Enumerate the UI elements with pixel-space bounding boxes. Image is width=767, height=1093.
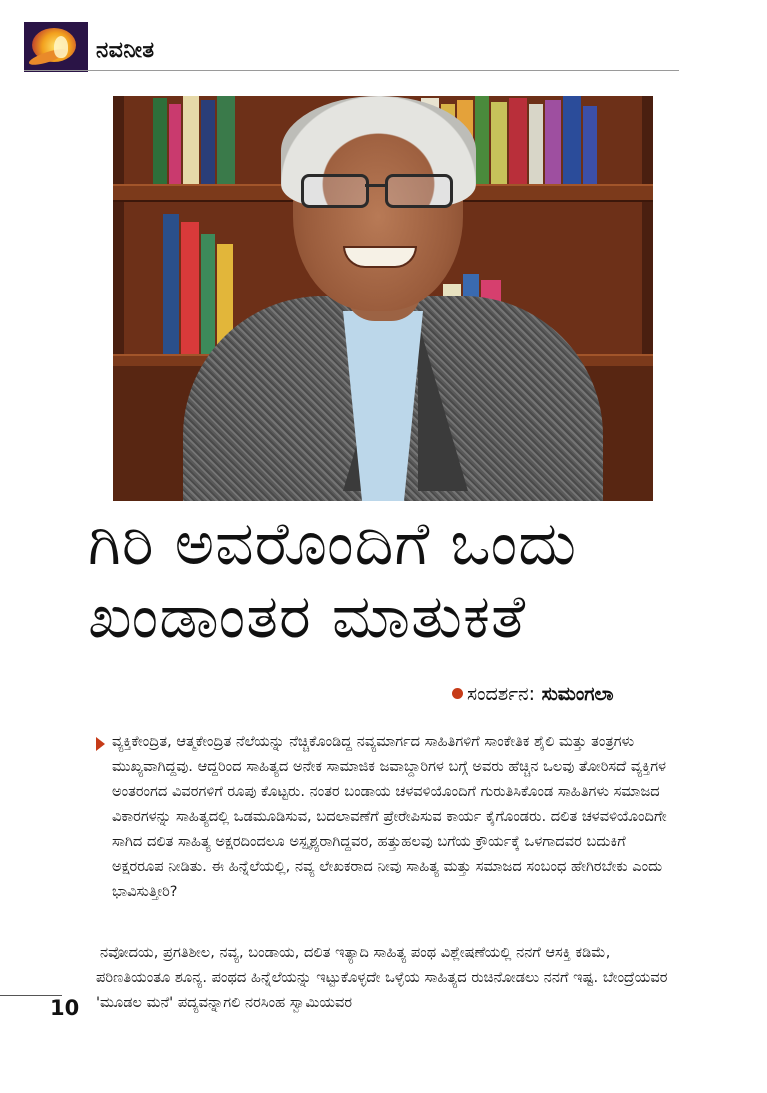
page-number: 10 [50,996,80,1020]
interview-answer: ನವೋದಯ, ಪ್ರಗತಿಶೀಲ, ನವ್ಯ, ಬಂಡಾಯ, ದಲಿತ ಇತ್ಯಾದಿ ಸಾಹಿತ್ಯ ಪಂಥ ವಿಶ್ಲೇಷಣೆಯಲ್ಲಿ ನನಗೆ ಆಸಕ್ತಿ ಕಡಿಮೆ, ಪರಿಣತಿಯಂತೂ ಶೂನ್ಯ. ಪಂಥದ ಹಿನ್ನೆಲೆಯನ್ನು ಇಟ್ಟುಕೊಳ್ಳದೇ ಒಳ್ಳೆಯ ಸಾಹಿತ್ಯದ ರುಚಿನೋಡಲು ನನಗೆ ಇಷ್ಟ. ಬೇಂದ್ರೆಯವರ 'ಮೂಡಲ ಮನೆ' ಪದ್ಯವನ್ನಾಗಲಿ ನರಸಿಂಹ ಸ್ವಾಮಿಯವರ [96,944,668,1011]
headline-line-1: ಗಿರಿ ಅವರೊಂದಿಗೆ ಒಂದು [88,509,578,579]
eyeglasses-icon [301,174,453,204]
interview-question [112,729,672,904]
portrait-photo [113,96,653,501]
magazine-title: ನವನೀತ [96,38,155,63]
flame-logo-shape [54,36,68,58]
triangle-marker-icon [96,737,105,751]
byline [452,683,614,705]
byline-label: ಸಂದರ್ಶನ: [467,683,535,705]
magazine-logo [24,22,88,72]
byline-author: ಸುಮಂಗಲಾ [541,683,614,705]
interviewee-figure [153,96,613,501]
article-headline [88,508,688,654]
question-text: ವ್ಯಕ್ತಿಕೇಂದ್ರಿತ, ಆತ್ಮಕೇಂದ್ರಿತ ನೆಲೆಯನ್ನು ನೆಚ್ಚಿಕೊಂಡಿದ್ದ ನವ್ಯಮಾರ್ಗದ ಸಾಹಿತಿಗಳಿಗೆ ಸಾಂಕೇತಿಕ ಶೈಲಿ ಮತ್ತು ತಂತ್ರಗಳು ಮುಖ್ಯವಾಗಿದ್ದವು. ಆದ್ದರಿಂದ ಸಾಹಿತ್ಯದ ಅನೇಕ ಸಾಮಾಜಿಕ ಜವಾಬ್ದಾರಿಗಳ ಬಗ್ಗೆ ಅವರು ಹೆಚ್ಚಿನ ಒಲವು ತೋರಿಸದೆ ವ್ಯಕ್ತಿಗಳ ಅಂತರಂಗದ ವಿವರಗಳಿಗೆ ರೂಪು ಕೊಟ್ಟರು. ನಂತರ ಬಂಡಾಯ ಚಳವಳಿಯೊಂದಿಗೆ ಗುರುತಿಸಿಕೊಂಡ ಸಾಹಿತಿಗಳು ಸಮಾಜದ ವಿಕಾರಗಳನ್ನು ಸಾಹಿತ್ಯದಲ್ಲಿ ಒಡಮೂಡಿಸುವ, ಬದಲಾವಣೆಗೆ ಪ್ರೇರೇಪಿಸುವ ಕಾರ್ಯ ಕೈಗೊಂಡರು. ದಲಿತ ಚಳವಳಿಯೊಂದಿಗೇ ಸಾಗಿದ ದಲಿತ ಸಾಹಿತ್ಯ ಅಕ್ಷರದಿಂದಲೂ ಅಸ್ಪೃಶ್ಯರಾಗಿದ್ದವರ, ಹತ್ತುಹಲವು ಬಗೆಯ ಕ್ರೌರ್ಯಕ್ಕೆ ಒಳಗಾದವರ ಬದುಕಿಗೆ ಅಕ್ಷರರೂಪ ನೀಡಿತು. ಈ ಹಿನ್ನೆಲೆಯಲ್ಲಿ, ನವ್ಯ ಲೇಖಕರಾದ ನೀವು ಸಾಹಿತ್ಯ ಮತ್ತು ಸಮಾಜದ ಸಂಬಂಧ ಹೇಗಿರಬೇಕು ಎಂದು ಭಾವಿಸುತ್ತೀರಿ? [112,733,667,900]
headline-line-2: ಖಂಡಾಂತರ ಮಾತುಕತೆ [88,582,527,652]
smile [343,246,417,268]
header-divider [24,70,679,71]
red-dot-icon [452,688,463,699]
jacket-lapel-right [418,321,508,491]
